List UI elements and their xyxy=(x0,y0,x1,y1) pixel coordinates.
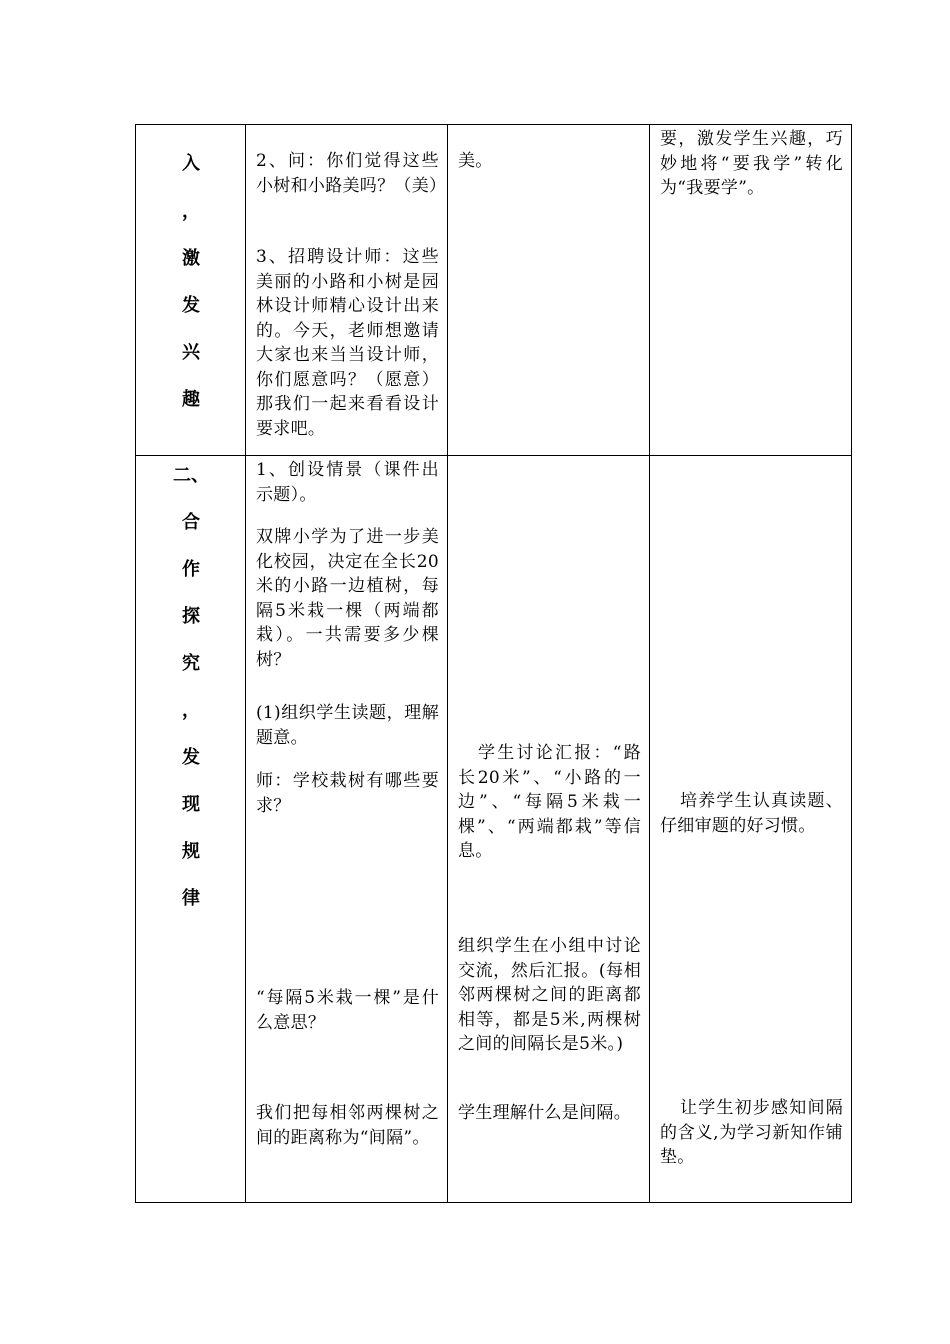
table-row xyxy=(136,456,852,1203)
teacher-activity-cell xyxy=(246,125,448,456)
student-text: 美。 xyxy=(458,151,493,171)
intent-text: 让学生初步感知间隔的含义,为学习新知作铺垫。 xyxy=(660,1098,843,1167)
student-activity-cell xyxy=(448,125,650,456)
teacher-text: 2、问：你们觉得这些小树和小路美吗？（美） xyxy=(256,151,447,196)
stage-char: 律 xyxy=(182,888,200,909)
stage-char: 合 xyxy=(182,512,200,533)
stage-char: 究 xyxy=(182,653,200,674)
student-activity-cell xyxy=(448,456,650,1203)
stage-char: 二、 xyxy=(173,465,209,486)
stage-char: 激 xyxy=(182,248,200,269)
student-text: 组织学生在小组中讨论交流，然后汇报。(每相邻两棵树之间的距离都相等，都是5米,两棵树之间的间隔长是5米。) xyxy=(458,936,641,1054)
stage-char: 趣 xyxy=(182,389,200,410)
teacher-text: (1)组织学生读题，理解题意。 xyxy=(256,703,439,748)
teacher-text: 我们把每相邻两棵树之间的距离称为“间隔”。 xyxy=(256,1103,439,1148)
teacher-text: 师：学校栽树有哪些要求？ xyxy=(256,771,439,816)
stage-cell xyxy=(136,456,246,1203)
design-intent-cell xyxy=(650,456,852,1203)
stage-char: 探 xyxy=(182,606,200,627)
stage-char: ， xyxy=(182,201,200,222)
stage-cell xyxy=(136,125,246,456)
teacher-text: 1、创设情景（课件出示题）。 xyxy=(256,460,439,505)
stage-char: 兴 xyxy=(182,342,200,363)
teacher-text: 双牌小学为了进一步美化校园，决定在全长20米的小路一边植树，每隔5米栽一棵（两端都栽）。一共需要多少棵树？ xyxy=(256,527,439,670)
stage-char: 发 xyxy=(182,295,200,316)
teacher-activity-cell xyxy=(246,456,448,1203)
intent-text: 培养学生认真读题、仔细审题的好习惯。 xyxy=(660,791,843,836)
student-text: 学生理解什么是间隔。 xyxy=(458,1103,631,1123)
design-intent-cell xyxy=(650,125,852,456)
teacher-text: “每隔5米栽一棵”是什么意思？ xyxy=(256,988,439,1033)
stage-char: 发 xyxy=(182,747,200,768)
stage-char: 入 xyxy=(182,153,200,174)
stage-char: 规 xyxy=(182,841,200,862)
student-text: 学生讨论汇报：“路长20米”、“小路的一边”、“每隔5米栽一棵”、“两端都栽”等信息。 xyxy=(458,743,641,861)
intent-text: 要，激发学生兴趣，巧妙地将“要我学”转化为“我要学”。 xyxy=(660,129,843,198)
teacher-text: 3、招聘设计师：这些美丽的小路和小树是园林设计师精心设计出来的。今天，老师想邀请大家也来当当设计师，你们愿意吗？（愿意）那我们一起来看看设计要求吧。 xyxy=(256,247,439,439)
stage-char: 现 xyxy=(182,794,200,815)
table-row xyxy=(136,125,852,456)
stage-char: 作 xyxy=(182,559,200,580)
lesson-plan-table xyxy=(135,124,852,1203)
stage-char: ， xyxy=(182,700,200,721)
